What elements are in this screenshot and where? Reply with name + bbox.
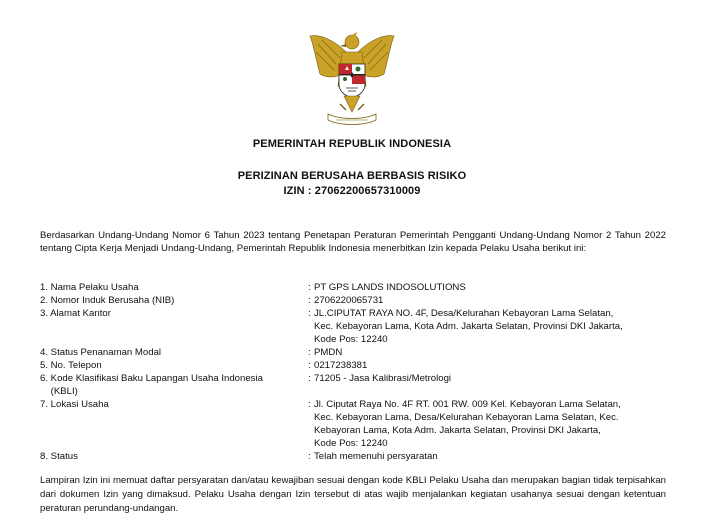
field-separator: : bbox=[308, 373, 311, 384]
field-label: 6. Kode Klasifikasi Baku Lapangan Usaha Indonesia (KBLI) bbox=[40, 373, 263, 397]
field-label: 5. No. Telepon bbox=[40, 360, 102, 371]
field-label: 2. Nomor Induk Berusaha (NIB) bbox=[40, 295, 175, 306]
field-value: PT GPS LANDS INDOSOLUTIONS bbox=[314, 282, 466, 293]
field-value-wrapper bbox=[308, 398, 662, 450]
field-separator: : bbox=[308, 360, 311, 371]
field-label: 1. Nama Pelaku Usaha bbox=[40, 282, 139, 293]
field-value: Jl. Ciputat Raya No. 4F RT. 001 RW. 009 Kel. Kebayoran Lama Selatan, Kec. Kebayoran Lama, Desa/Kelurahan Kebayoran Lama Selatan, Kec. Kebayoran Lama, Kota Adm. Jakarta Selatan, Provinsi DKI Jakarta, Kode Pos: 12240 bbox=[314, 399, 621, 449]
government-heading: PEMERINTAH REPUBLIK INDONESIA bbox=[252, 138, 452, 150]
field-value: 0217238381 bbox=[314, 360, 368, 371]
field-separator: : bbox=[308, 295, 311, 306]
field-label: 8. Status bbox=[40, 451, 78, 462]
field-value-wrapper bbox=[308, 372, 662, 385]
document-title: PERIZINAN BERUSAHA BERBASIS RISIKO bbox=[237, 170, 467, 182]
field-value-wrapper bbox=[308, 307, 662, 346]
field-value: 71205 - Jasa Kalibrasi/Metrologi bbox=[314, 373, 452, 384]
field-separator: : bbox=[308, 282, 311, 293]
intro-paragraph: Berdasarkan Undang-Undang Nomor 6 Tahun 2023 tentang Penetapan Peraturan Pemerintah Pengganti Undang-Undang Nomor 2 Tahun 2022 tentang Cipta Kerja Menjadi Undang-Undang, Pemerintah Republik Indonesia menerbitkan Izin kepada Pelaku Usaha berikut ini: bbox=[40, 230, 666, 254]
field-value-wrapper bbox=[308, 346, 662, 359]
field-label: 7. Lokasi Usaha bbox=[40, 399, 109, 410]
license-number: IZIN : 27062200657310009 bbox=[283, 185, 421, 197]
field-value-wrapper bbox=[308, 450, 662, 463]
field-value-wrapper bbox=[308, 294, 662, 307]
garuda-pancasila-emblem-icon bbox=[306, 30, 398, 130]
field-label: 4. Status Penanaman Modal bbox=[40, 347, 162, 358]
field-value-wrapper bbox=[308, 281, 662, 294]
field-value: Telah memenuhi persyaratan bbox=[314, 451, 438, 462]
field-value: PMDN bbox=[314, 347, 343, 358]
field-separator: : bbox=[308, 308, 311, 319]
field-separator: : bbox=[308, 451, 311, 462]
field-value-wrapper bbox=[308, 359, 662, 372]
field-separator: : bbox=[308, 347, 311, 358]
field-separator: : bbox=[308, 399, 311, 410]
closing-paragraph: Lampiran Izin ini memuat daftar persyaratan dan/atau kewajiban sesuai dengan kode KBLI Pelaku Usaha dan merupakan bagian tidak terpisahkan dari dokumen Izin yang dimaksud. Pelaku Usaha dengan Izin tersebut di atas wajib menjalankan kegiatan usahanya sesuai dengan ketentuan peraturan perundang-undangan. bbox=[40, 475, 666, 514]
field-label: 3. Alamat Kantor bbox=[40, 308, 111, 319]
field-value: JL.CIPUTAT RAYA NO. 4F, Desa/Kelurahan Kebayoran Lama Selatan, Kec. Kebayoran Lama, Kota Adm. Jakarta Selatan, Provinsi DKI Jakarta, Kode Pos: 12240 bbox=[314, 308, 623, 345]
field-value: 2706220065731 bbox=[314, 295, 384, 306]
